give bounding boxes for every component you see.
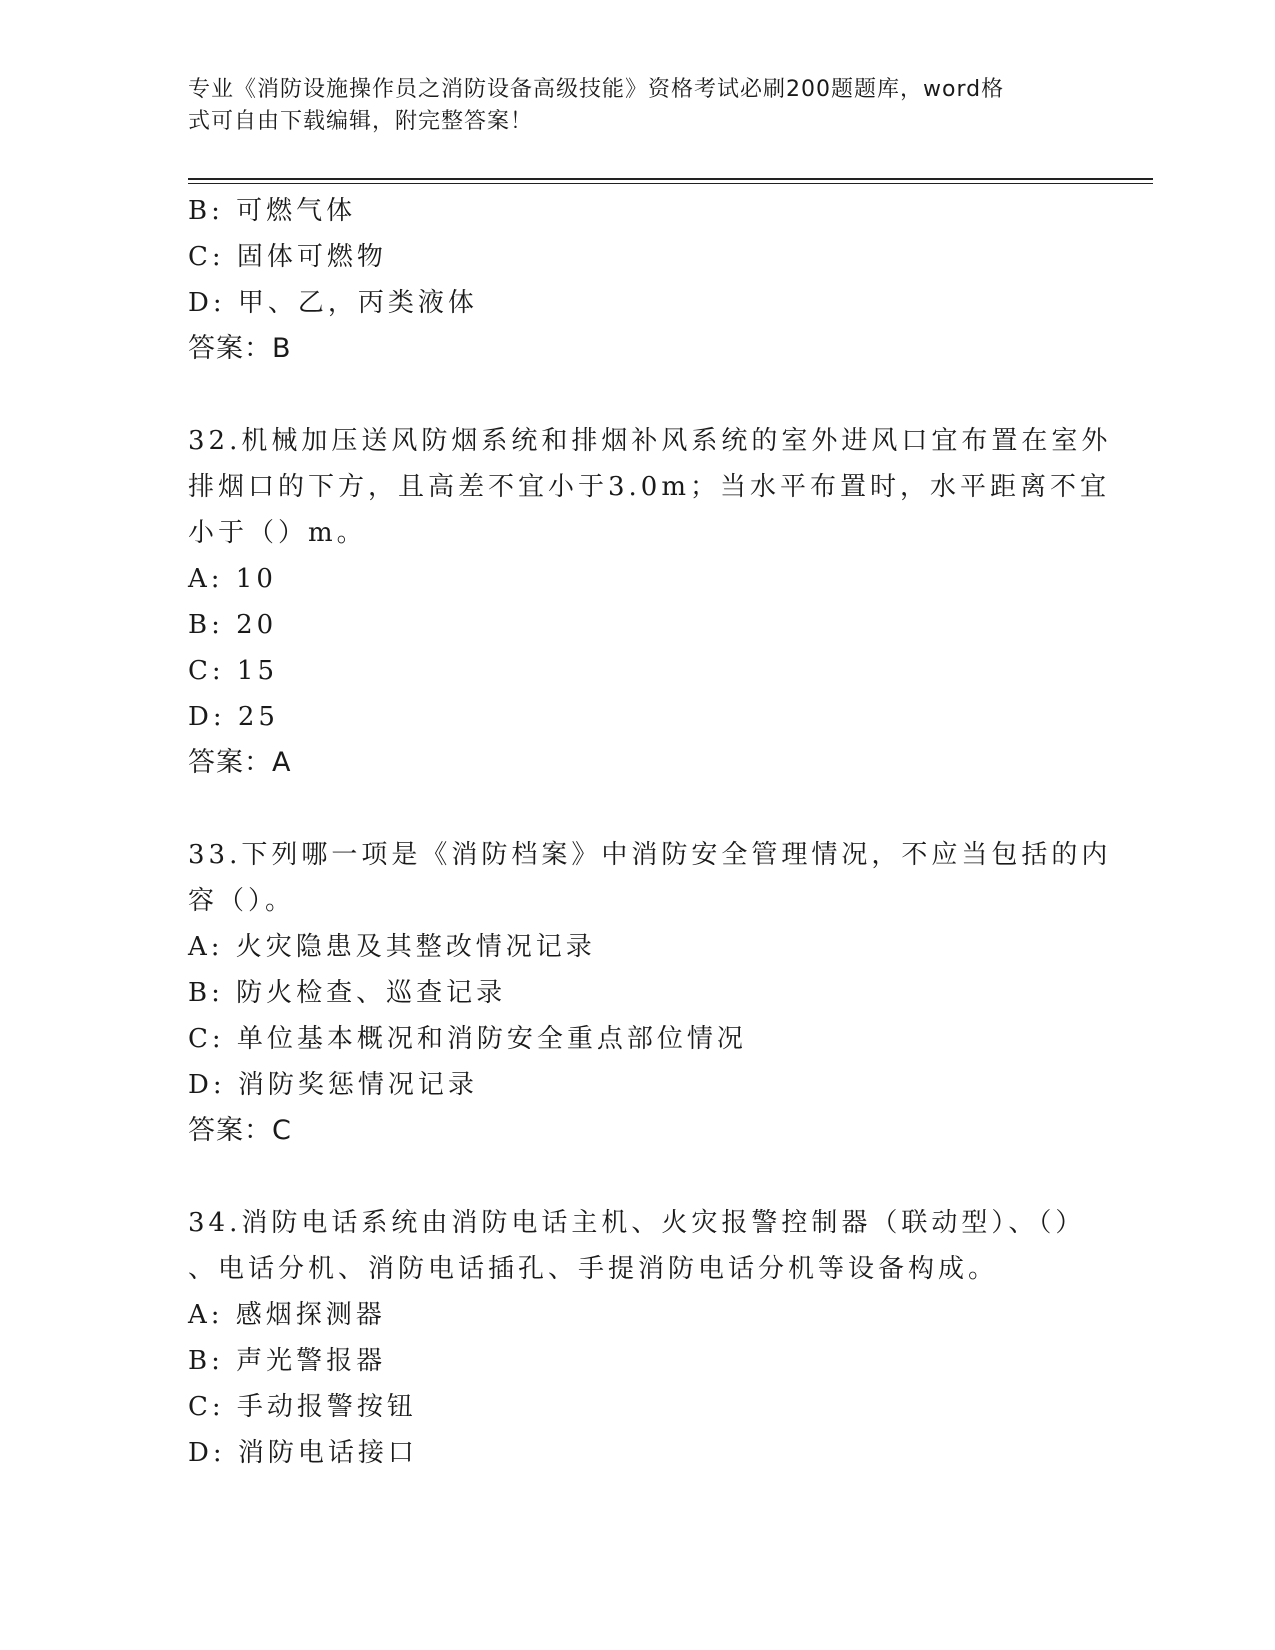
option-b: B: 可燃气体 — [188, 196, 357, 226]
option-b: B: 声光警报器 — [188, 1346, 387, 1376]
answer-line: 答案：B — [188, 333, 292, 364]
header-divider-thick — [188, 178, 1153, 180]
question-stem-line: 34.消防电话系统由消防电话主机、火灾报警控制器（联动型）、（） — [188, 1208, 1086, 1238]
question-31 — [188, 188, 1088, 372]
question-stem-line: 排烟口的下方，且高差不宜小于3.0m；当水平布置时，水平距离不宜 — [188, 472, 1111, 502]
option-b: B: 防火检查、巡查记录 — [188, 978, 507, 1008]
header-line-2: 式可自由下载编辑，附完整答案！ — [188, 109, 534, 134]
question-33 — [188, 832, 1112, 1154]
option-c: C: 15 — [188, 656, 279, 686]
answer-line: 答案：C — [188, 1115, 292, 1146]
header-divider-thin — [188, 183, 1153, 184]
option-c: C: 单位基本概况和消防安全重点部位情况 — [188, 1024, 747, 1054]
spacer — [188, 372, 1088, 418]
question-stem-line: 32.机械加压送风防烟系统和排烟补风系统的室外进风口宜布置在室外 — [188, 426, 1112, 456]
option-a: A: 感烟探测器 — [188, 1300, 386, 1330]
option-a: A: 火灾隐患及其整改情况记录 — [188, 932, 596, 962]
question-content — [188, 188, 1112, 1476]
option-b: B: 20 — [188, 610, 278, 640]
option-c: C: 固体可燃物 — [188, 242, 387, 272]
question-34 — [188, 1200, 1088, 1476]
option-c: C: 手动报警按钮 — [188, 1392, 417, 1422]
document-header — [188, 74, 1068, 138]
question-32 — [188, 418, 1112, 786]
option-d: D: 25 — [188, 702, 279, 732]
question-stem-line: 、电话分机、消防电话插孔、手提消防电话分机等设备构成。 — [188, 1254, 999, 1284]
option-d: D: 消防电话接口 — [188, 1438, 418, 1468]
option-d: D: 消防奖惩情况记录 — [188, 1070, 478, 1100]
question-stem-line: 小于（）m。 — [188, 518, 367, 548]
question-stem-line: 33.下列哪一项是《消防档案》中消防安全管理情况，不应当包括的内 — [188, 840, 1112, 870]
spacer — [188, 786, 1088, 832]
answer-line: 答案：A — [188, 747, 292, 778]
spacer — [188, 1154, 1088, 1200]
option-d: D: 甲、乙，丙类液体 — [188, 288, 478, 318]
question-stem-line: 容（）。 — [188, 886, 296, 916]
header-line-1: 专业《消防设施操作员之消防设备高级技能》资格考试必刷200题题库，word格 — [188, 77, 1005, 102]
option-a: A: 10 — [188, 564, 277, 594]
